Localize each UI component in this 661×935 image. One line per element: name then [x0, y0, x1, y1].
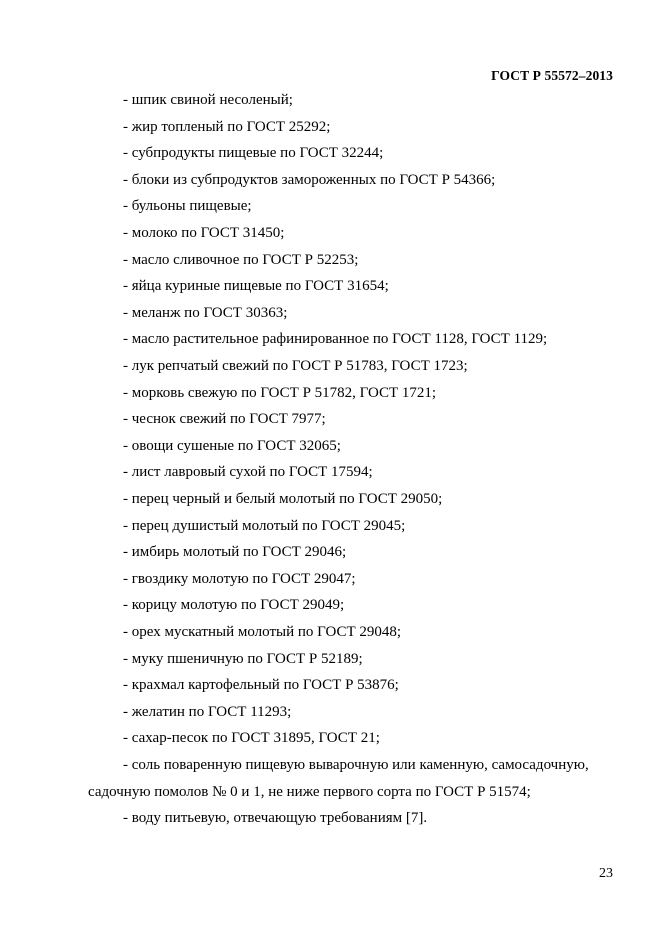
list-item: - корицу молотую по ГОСТ 29049;	[123, 597, 345, 614]
list-item: - субпродукты пищевые по ГОСТ 32244;	[123, 145, 384, 162]
list-item: - желатин по ГОСТ 11293;	[123, 703, 292, 720]
list-item: - гвоздику молотую по ГОСТ 29047;	[123, 570, 356, 587]
page-number: 23	[599, 866, 613, 881]
list-item: - перец душистый молотый по ГОСТ 29045;	[123, 517, 406, 534]
list-item: - молоко по ГОСТ 31450;	[123, 225, 285, 241]
list-item: - муку пшеничную по ГОСТ Р 52189;	[123, 650, 363, 667]
list-item: - имбирь молотый по ГОСТ 29046;	[123, 544, 347, 561]
list-item: - меланж по ГОСТ 30363;	[123, 304, 288, 321]
list-item: - масло растительное рафинированное по ГОСТ 1128, ГОСТ 1129;	[123, 331, 548, 348]
list-item-water: - воду питьевую, отвечающую требованиям [7].	[123, 810, 428, 827]
list-item: - лист лавровый сухой по ГОСТ 17594;	[123, 464, 373, 481]
list-item-salt-line1: - соль поваренную пищевую выварочную или каменную, самосадочную,	[123, 757, 589, 773]
list-item: - лук репчатый свежий по ГОСТ Р 51783, ГОСТ 1723;	[123, 358, 468, 374]
list-item: - сахар-песок по ГОСТ 31895, ГОСТ 21;	[123, 730, 380, 747]
list-item-salt-line2: садочную помолов № 0 и 1, не ниже первого сорта по ГОСТ Р 51574;	[88, 783, 531, 800]
document-header: ГОСТ Р 55572–2013	[491, 68, 613, 83]
list-item: - жир топленый по ГОСТ 25292;	[123, 118, 331, 135]
list-item: - масло сливочное по ГОСТ Р 52253;	[123, 251, 359, 268]
list-item: - чеснок свежий по ГОСТ 7977;	[123, 411, 326, 428]
list-item: - морковь свежую по ГОСТ Р 51782, ГОСТ 1721;	[123, 384, 437, 401]
list-item: - перец черный и белый молотый по ГОСТ 29050;	[123, 491, 443, 507]
list-item: - крахмал картофельный по ГОСТ Р 53876;	[123, 677, 399, 694]
list-item: - овощи сушеные по ГОСТ 32065;	[123, 437, 341, 454]
list-item: - орех мускатный молотый по ГОСТ 29048;	[123, 624, 402, 640]
list-item: - яйца куриные пищевые по ГОСТ 31654;	[123, 278, 389, 295]
list-item: - блоки из субпродуктов замороженных по ГОСТ Р 54366;	[123, 171, 496, 188]
list-item: - шпик свиной несоленый;	[123, 92, 293, 108]
list-item: - бульоны пищевые;	[123, 198, 252, 215]
